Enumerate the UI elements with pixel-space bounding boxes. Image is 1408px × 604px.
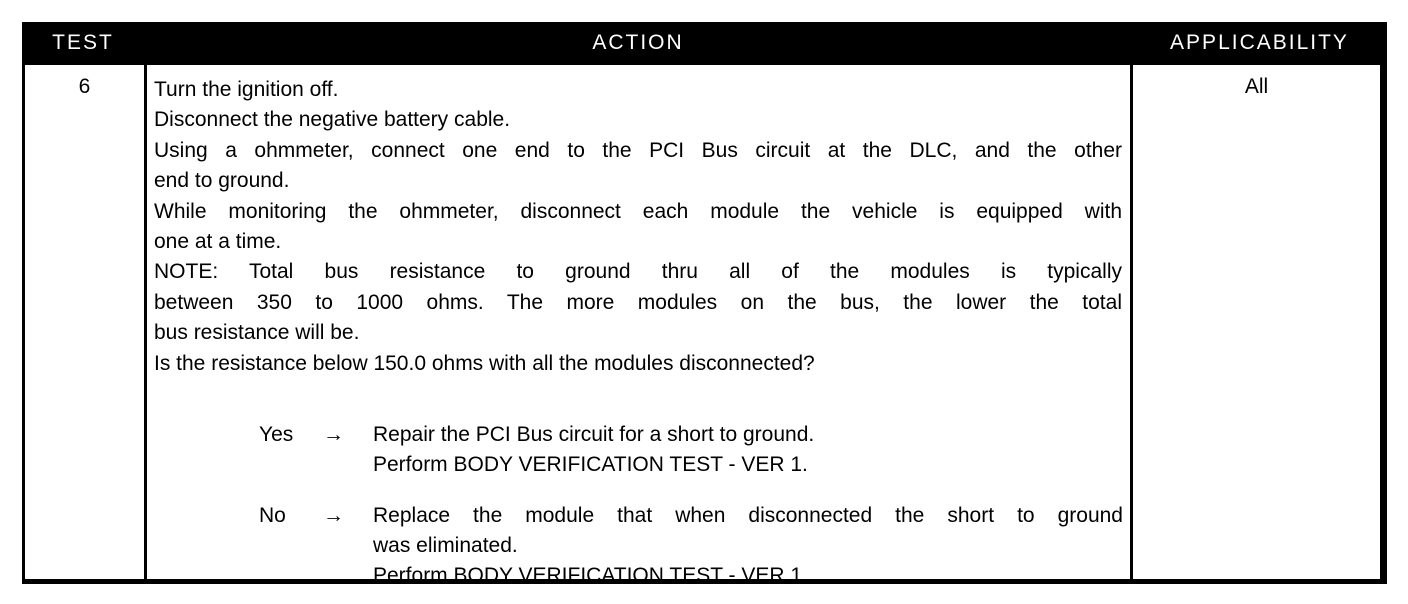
note-line: bus resistance will be.: [154, 321, 360, 345]
no-result-line: Perform BODY VERIFICATION TEST - VER 1.: [373, 564, 808, 587]
note-line: between 350 to 1000 ohms. The more modules on the bus, the lower the total: [154, 290, 1122, 314]
test-number: 6: [78, 75, 91, 98]
yes-result-line: Perform BODY VERIFICATION TEST - VER 1.: [373, 453, 808, 476]
no-result-line: was eliminated.: [373, 534, 518, 557]
action-line: one at a time.: [154, 230, 282, 254]
action-line: Turn the ignition off.: [154, 78, 339, 101]
note-line: NOTE: Total bus resistance to ground thru all of the modules is typically: [154, 260, 1122, 284]
header-applicability: APPLICABILITY: [1170, 31, 1349, 54]
arrow-icon: →: [323, 423, 344, 446]
applicability-value: All: [1244, 75, 1269, 98]
action-cell: [147, 65, 1130, 587]
action-line: end to ground.: [154, 169, 290, 193]
no-label: No: [259, 504, 286, 527]
action-line: Disconnect the negative battery cable.: [154, 108, 511, 132]
action-text: [154, 75, 1122, 379]
header-test: TEST: [52, 31, 114, 54]
yes-result-line: Repair the PCI Bus circuit for a short to ground.: [373, 423, 815, 446]
diagnostic-table: [22, 22, 1387, 587]
yes-label: Yes: [259, 423, 294, 446]
applicability-cell: [1133, 65, 1380, 579]
action-line: Using a ohmmeter, connect one end to the PCI Bus circuit at the DLC, and the other: [154, 138, 1122, 162]
question-line: Is the resistance below 150.0 ohms with all the modules disconnected?: [154, 351, 815, 375]
test-cell: [25, 65, 144, 579]
no-result-line: Replace the module that when disconnected the short to ground: [373, 504, 1123, 527]
arrow-icon: →: [323, 504, 344, 527]
header-action: ACTION: [592, 31, 684, 54]
no-result: [373, 501, 1123, 591]
yes-result: [373, 420, 1123, 480]
action-line: While monitoring the ohmmeter, disconnect each module the vehicle is equipped with: [154, 199, 1122, 223]
